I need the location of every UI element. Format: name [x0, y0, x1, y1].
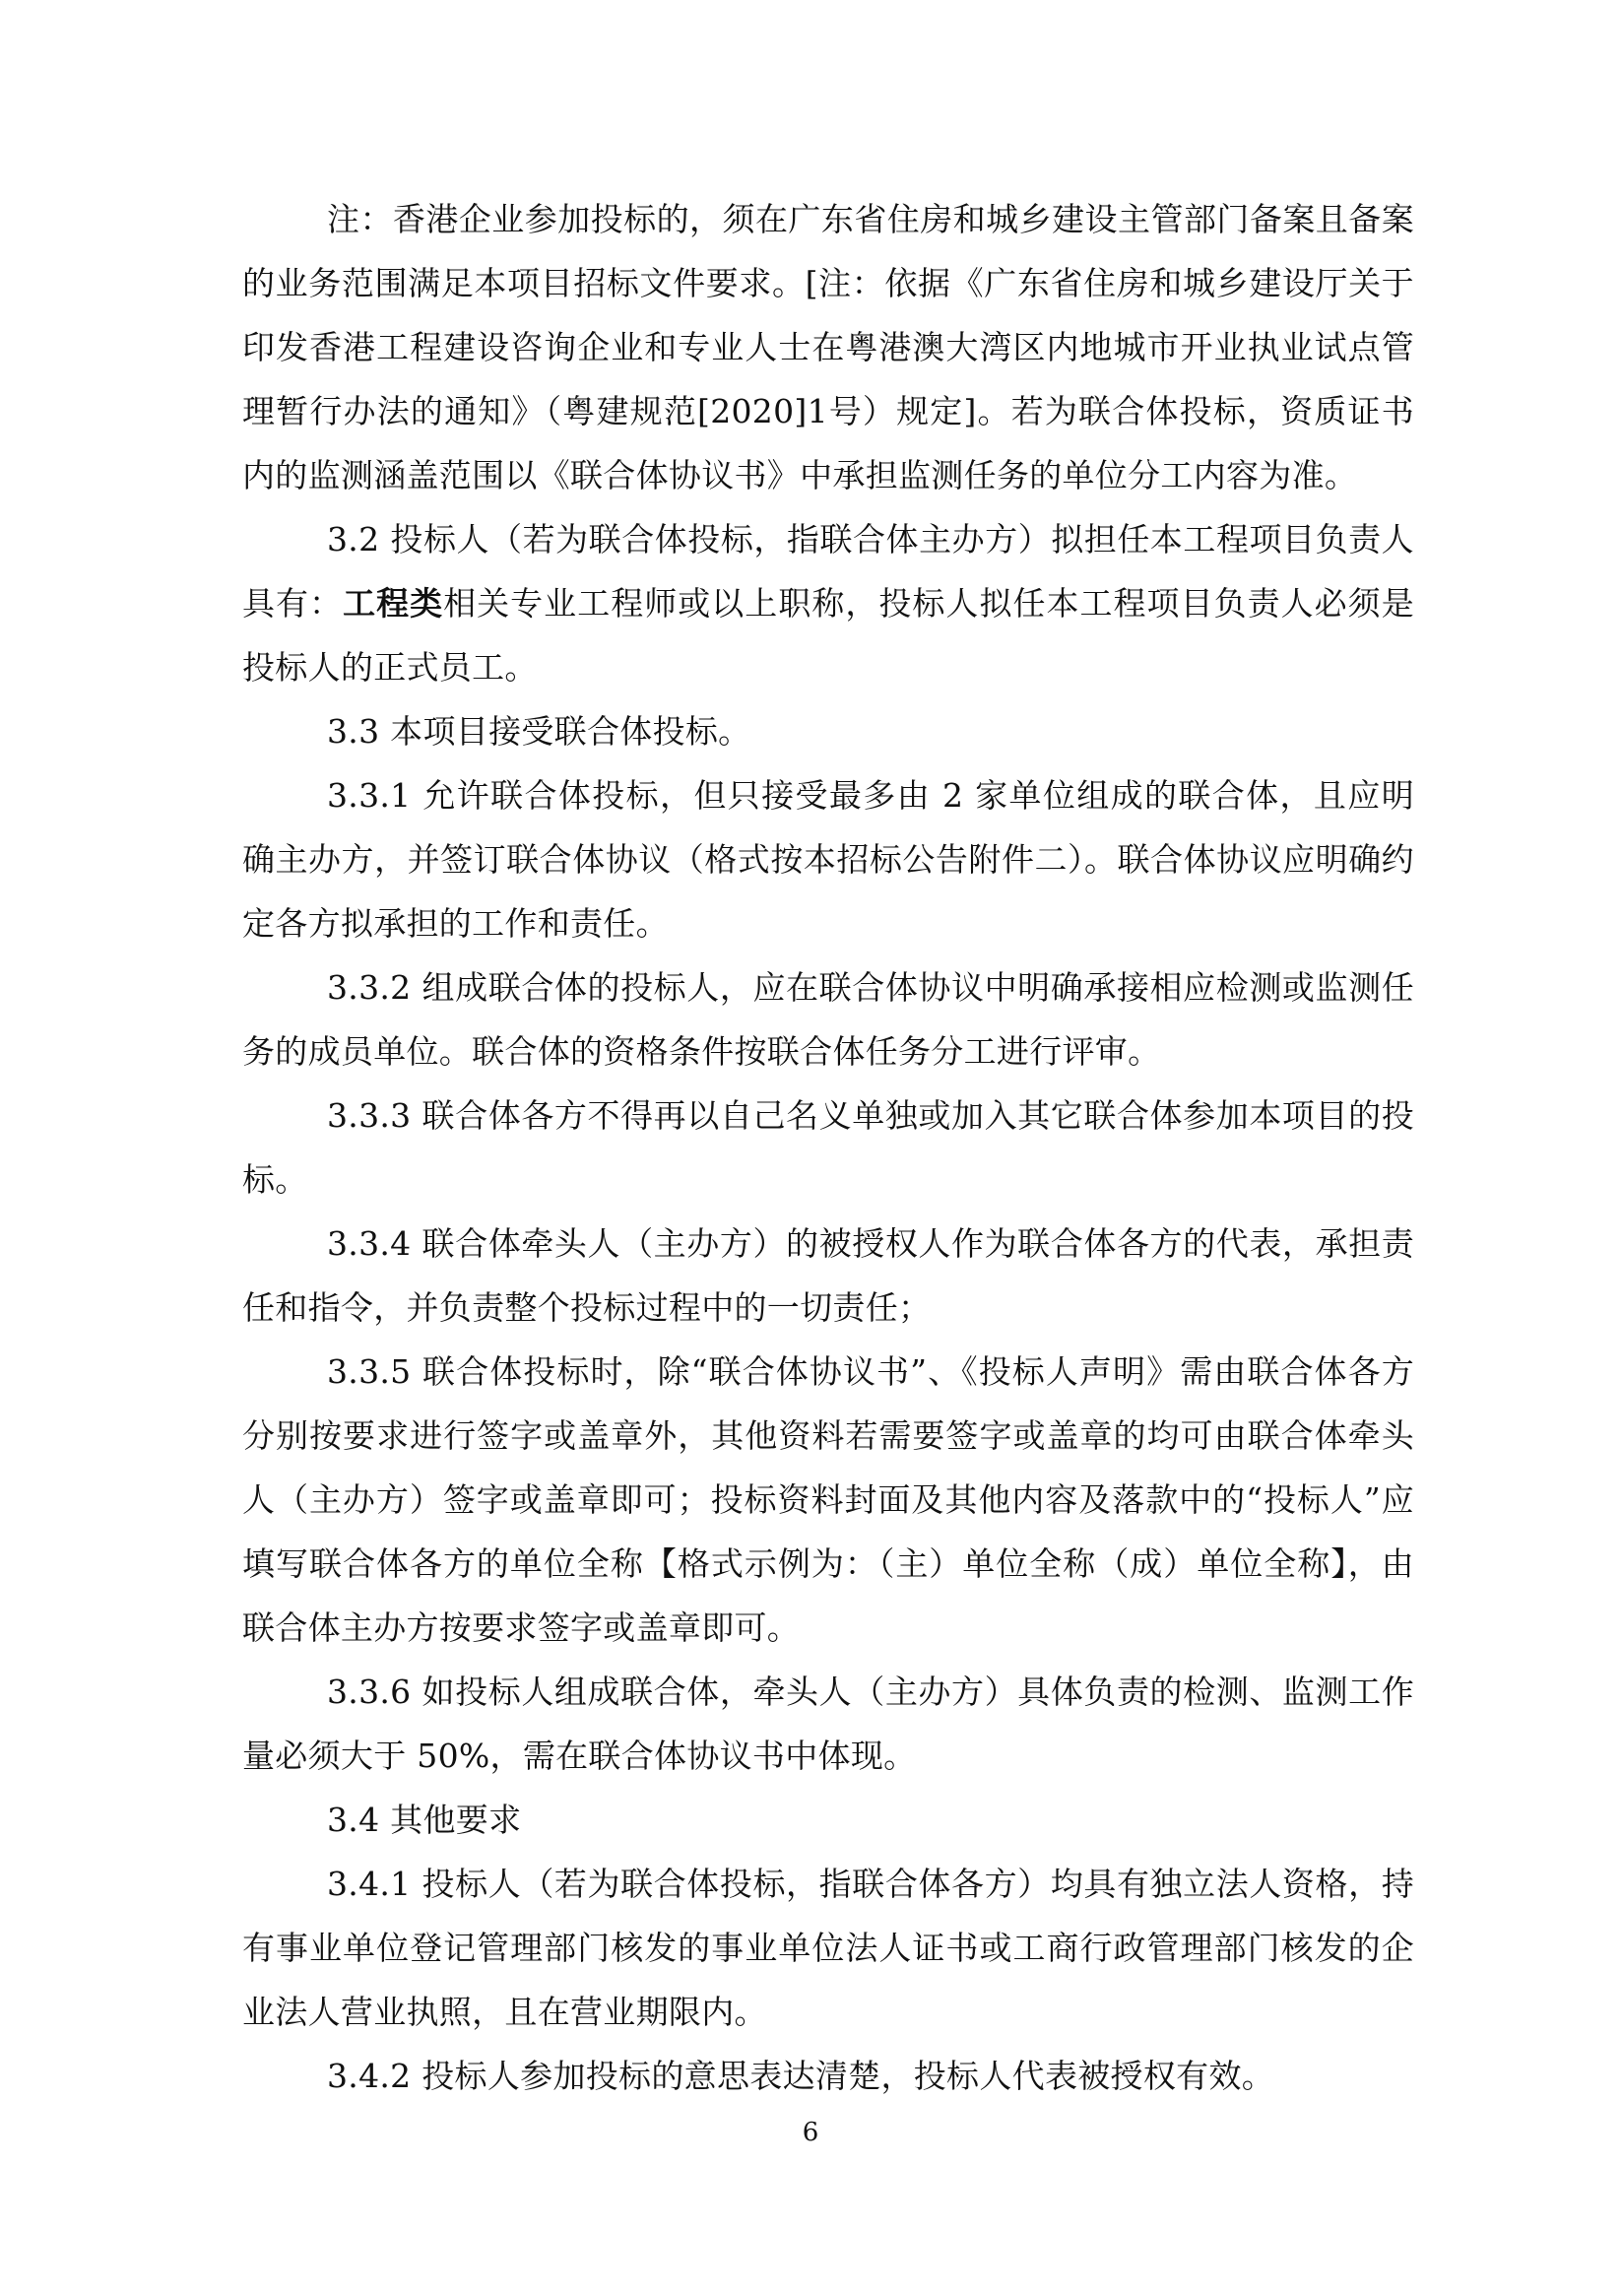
document-body — [242, 187, 1414, 2108]
paragraph-3-4-1: 3.4.1 投标人（若为联合体投标，指联合体各方）均具有独立法人资格，持有事业单位登记管理部门核发的事业单位法人证书或工商行政管理部门核发的企业法人营业执照，且在营业期限内。 — [242, 1865, 1414, 2031]
paragraph-3-2-bold-text: 工程类 — [343, 584, 444, 623]
paragraph-3-2-text-before: 3.2 投标人（若为联合体投标，指联合体主办方）拟担任本工程项目负责人具有： — [242, 520, 1414, 623]
paragraph-3-3-3: 3.3.3 联合体各方不得再以自己名义单独或加入其它联合体参加本项目的投标。 — [242, 1096, 1414, 1199]
paragraph-3-3: 3.3 本项目接受联合体投标。 — [327, 712, 751, 751]
paragraph-3-3-6: 3.3.6 如投标人组成联合体，牵头人（主办方）具体负责的检测、监测工作量必须大于 50%，需在联合体协议书中体现。 — [242, 1673, 1414, 1775]
paragraph-3-3-1: 3.3.1 允许联合体投标，但只接受最多由 2 家单位组成的联合体，且应明确主办方，并签订联合体协议（格式按本招标公告附件二）。联合体协议应明确约定各方拟承担的工作和责任。 — [242, 776, 1414, 943]
paragraph-3-3-5: 3.3.5 联合体投标时，除“联合体协议书”、《投标人声明》需由联合体各方分别按要求进行签字或盖章外，其他资料若需要签字或盖章的均可由联合体牵头人（主办方）签字或盖章即可；投标资料封面及其他内容及落款中的“投标人”应填写联合体各方的单位全称【格式示例为：（主）单位全称（成）单位全称】，由联合体主办方按要求签字或盖章即可。 — [242, 1352, 1414, 1647]
page-number: 6 — [802, 2118, 819, 2147]
paragraph-3-3-4: 3.3.4 联合体牵头人（主办方）的被授权人作为联合体各方的代表，承担责任和指令，并负责整个投标过程中的一切责任； — [242, 1224, 1414, 1327]
paragraph-3-4-2: 3.4.2 投标人参加投标的意思表达清楚，投标人代表被授权有效。 — [327, 2057, 1275, 2095]
paragraph-3-3-2: 3.3.2 组成联合体的投标人，应在联合体协议中明确承接相应检测或监测任务的成员单位。联合体的资格条件按联合体任务分工进行评审。 — [242, 968, 1414, 1071]
paragraph-3-2 — [242, 507, 1414, 699]
paragraph-3-4: 3.4 其他要求 — [327, 1801, 522, 1839]
paragraph-3-2-text-after: 相关专业工程师或以上职称，投标人拟任本工程项目负责人必须是投标人的正式员工。 — [242, 584, 1414, 687]
paragraph-note-hk: 注：香港企业参加投标的，须在广东省住房和城乡建设主管部门备案且备案的业务范围满足本项目招标文件要求。[注：依据《广东省住房和城乡建设厅关于印发香港工程建设咨询企业和专业人士在粤港澳大湾区内地城市开业执业试点管理暂行办法的通知》（粤建规范[2020]1号）规定]。若为联合体投标，资质证书内的监测涵盖范围以《联合体协议书》中承担监测任务的单位分工内容为准。 — [242, 200, 1414, 494]
